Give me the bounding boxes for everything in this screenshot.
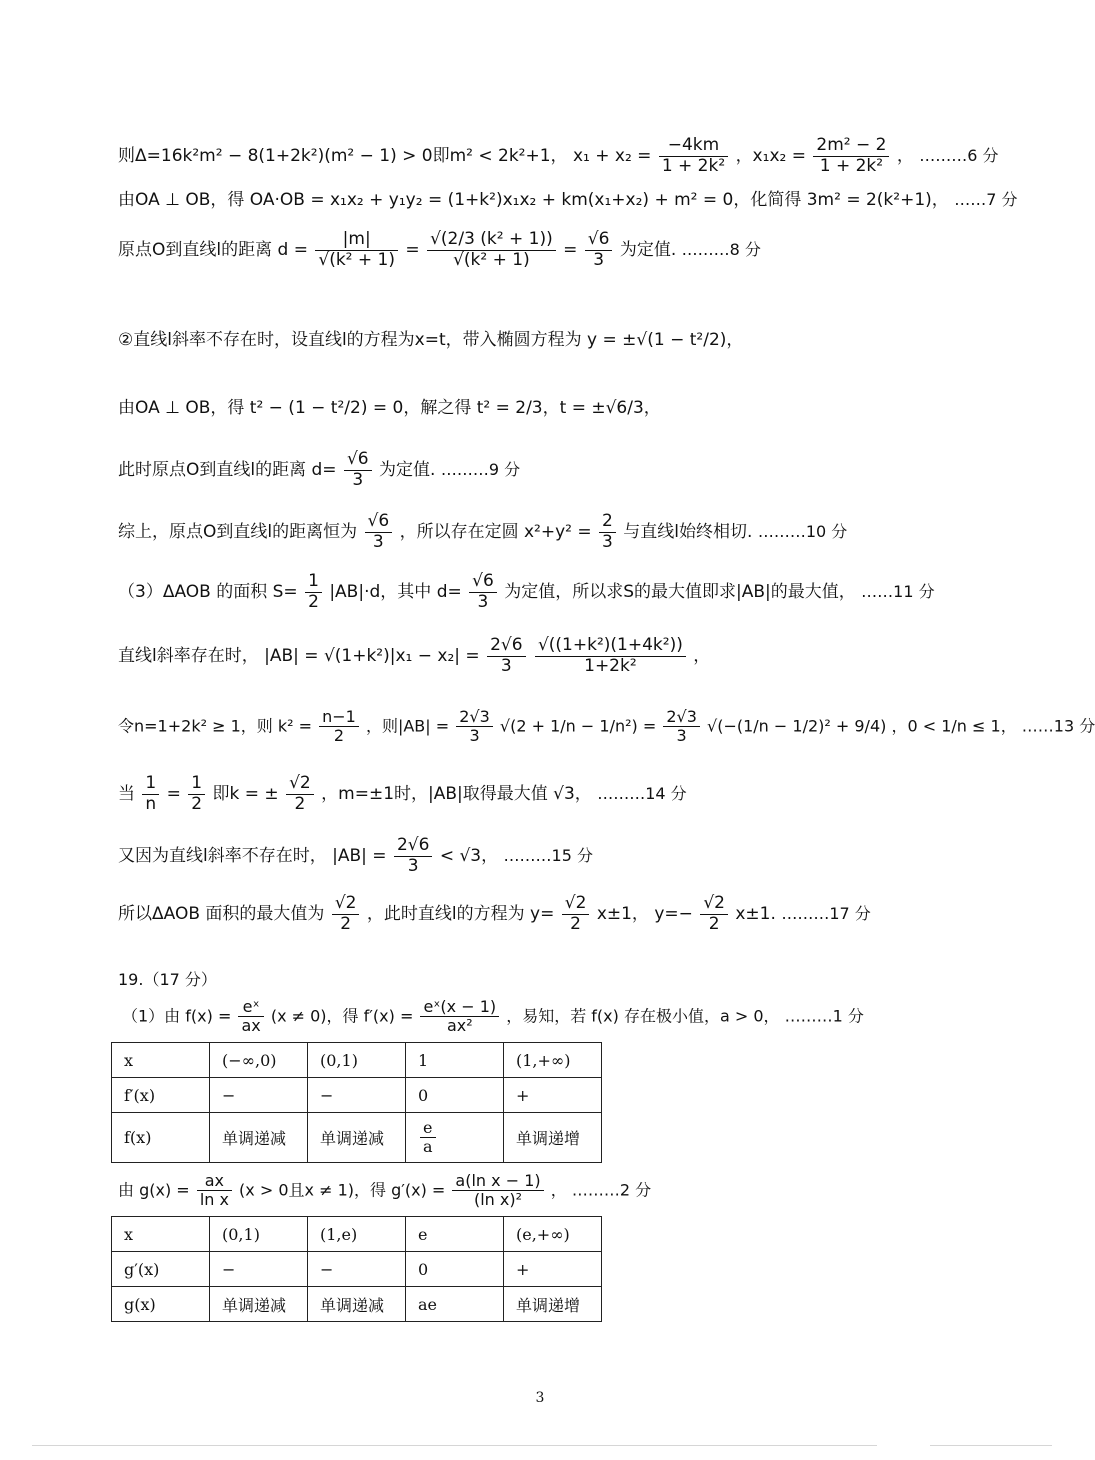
- table-cell: x: [112, 1043, 210, 1078]
- denominator: 3: [500, 655, 512, 676]
- text: ，0 < 1/n ≤ 1，: [891, 716, 1017, 736]
- table-cell: (1,e): [308, 1217, 406, 1252]
- line-vertical-case: [118, 332, 1020, 349]
- page-number: 3: [535, 1390, 545, 1406]
- text: 19.（17 分）: [118, 970, 217, 989]
- table-cell: −: [308, 1078, 406, 1113]
- text: 即k = ±: [212, 784, 279, 805]
- table-cell: 单调递增: [504, 1287, 602, 1322]
- numerator: eˣ(x − 1): [420, 998, 499, 1017]
- text: 则Δ=16k²m² − 8(1+2k²)(m² − 1) > 0即m² < 2k²+1，: [118, 146, 568, 167]
- text: 由: [118, 1180, 135, 1200]
- table-cell: 0: [406, 1078, 504, 1113]
- numerator: eˣ: [238, 998, 263, 1017]
- fraction: [344, 450, 372, 490]
- score-mark: ………1 分: [784, 1006, 864, 1026]
- line-distance-vertical: [118, 450, 1020, 490]
- score-mark: ……13 分: [1021, 716, 1095, 736]
- text: ，此时直线l的方程为: [366, 904, 525, 925]
- fraction: [420, 998, 499, 1036]
- score-mark: ………15 分: [503, 846, 593, 866]
- fraction: [469, 572, 497, 612]
- fraction: [813, 136, 889, 176]
- numerator: √6: [365, 512, 393, 533]
- text: 综上，原点O到直线l的距离恒为: [118, 522, 358, 543]
- numerator: √(2/3 (k² + 1)): [427, 230, 556, 251]
- table-cell: (0,1): [210, 1217, 308, 1252]
- text: 又因为直线l斜率不存在时，: [118, 846, 327, 867]
- text: √(−(1/n − 1/2)² + 9/4): [707, 716, 887, 736]
- numerator: 1: [188, 774, 205, 795]
- numerator: 2√3: [456, 708, 493, 727]
- fraction: [365, 512, 393, 552]
- score-mark: ………9 分: [440, 460, 521, 480]
- denominator: 3: [477, 591, 489, 612]
- footer-divider: [32, 1445, 877, 1446]
- table-cell: +: [504, 1252, 602, 1287]
- fraction: [420, 1119, 436, 1157]
- fraction: [456, 708, 493, 746]
- denominator: √(k² + 1): [453, 249, 530, 270]
- table-cell: 0: [406, 1252, 504, 1287]
- numerator: √6: [344, 450, 372, 471]
- text: 由OA ⊥ OB，得 t² − (1 − t²/2) = 0，解之得 t² = 2/3，t = ±√6/3，: [118, 398, 661, 418]
- text: d=: [436, 582, 462, 603]
- table-row: [112, 1043, 602, 1078]
- table-cell: g(x): [112, 1287, 210, 1322]
- table-row: [112, 1113, 602, 1163]
- score-mark: ……11 分: [861, 582, 935, 602]
- numerator: 2√3: [663, 708, 700, 727]
- table-cell: 1: [406, 1043, 504, 1078]
- table-cell: −: [210, 1078, 308, 1113]
- text: ，m=±1时，|AB|取得最大值 √3，: [321, 784, 592, 805]
- text: ，则|AB| =: [365, 716, 450, 736]
- table-cell: (e,+∞): [504, 1217, 602, 1252]
- text: |AB| = √(1+k²)|x₁ − x₂| =: [264, 646, 480, 667]
- line-perpendicular: [118, 192, 1020, 209]
- numerator: |m|: [315, 230, 398, 251]
- table-cell: x: [112, 1217, 210, 1252]
- numerator: √2: [286, 774, 314, 795]
- fraction: [394, 836, 432, 876]
- fraction: [535, 636, 686, 676]
- score-mark: ………6 分: [919, 146, 999, 166]
- text: ，: [550, 1180, 567, 1200]
- text: 直线l斜率存在时，: [118, 646, 259, 667]
- footer-divider: [930, 1445, 1052, 1446]
- numerator: √2: [562, 894, 590, 915]
- fraction: [142, 774, 159, 814]
- text: x±1，: [596, 904, 649, 925]
- table-cell: (0,1): [308, 1043, 406, 1078]
- denominator: 1+2k²: [584, 655, 637, 676]
- text: 所以ΔAOB 面积的最大值为: [118, 904, 325, 925]
- denominator: 2: [570, 913, 581, 934]
- numerator: 1: [142, 774, 159, 795]
- question-19-header: [118, 972, 1020, 988]
- denominator: 3: [602, 531, 613, 552]
- text: < √3，: [439, 846, 499, 867]
- text: f(x) =: [185, 1006, 232, 1026]
- fraction: [286, 774, 314, 814]
- score-mark: ………14 分: [597, 784, 687, 804]
- table-cell: (1,+∞): [504, 1043, 602, 1078]
- fraction: [663, 708, 700, 746]
- denominator: ax: [241, 1016, 261, 1036]
- denominator: ln x: [199, 1190, 229, 1210]
- line-vertical-ab: [118, 836, 1020, 876]
- denominator: 3: [593, 249, 605, 270]
- line-summary: [118, 512, 1020, 552]
- denominator: (ln x)²: [473, 1190, 523, 1210]
- score-mark: ………10 分: [757, 522, 848, 542]
- denominator: 1 + 2k²: [819, 155, 884, 176]
- text: g(x) =: [139, 1180, 190, 1200]
- line-substitution: [118, 707, 1095, 746]
- table-cell: +: [504, 1078, 602, 1113]
- line-ab-length: [118, 636, 1020, 676]
- text: d=: [311, 460, 337, 481]
- text: y=: [530, 904, 555, 925]
- fraction: [319, 708, 359, 746]
- denominator: 3: [372, 531, 384, 552]
- fraction: [427, 230, 556, 270]
- denominator: 2: [191, 793, 203, 814]
- denominator: n: [145, 793, 157, 814]
- fraction: [315, 230, 398, 270]
- table-cell: 单调递增: [504, 1113, 602, 1163]
- line-distance: [118, 230, 1020, 270]
- numerator: −4km: [659, 136, 728, 157]
- numerator: n−1: [319, 708, 359, 727]
- text: d =: [277, 240, 308, 261]
- table-cell: 单调递减: [308, 1287, 406, 1322]
- numerator: 2: [599, 512, 616, 533]
- fraction: [585, 230, 613, 270]
- text: 与直线l始终相切.: [623, 522, 753, 543]
- text: |AB| =: [332, 846, 387, 867]
- table-cell: [406, 1113, 504, 1163]
- text: f′(x) =: [363, 1006, 414, 1026]
- text: 为定值，所以求S的最大值即求|AB|的最大值，: [504, 582, 856, 603]
- text: 此时原点O到直线l的距离: [118, 460, 307, 481]
- fraction: [452, 1172, 543, 1210]
- text: S=: [272, 582, 298, 603]
- score-mark: ………2 分: [571, 1180, 652, 1200]
- text: k² =: [277, 716, 313, 736]
- numerator: 1: [305, 572, 322, 593]
- text: y=−: [654, 904, 693, 925]
- table-cell: e: [406, 1217, 504, 1252]
- denominator: ax²: [446, 1016, 473, 1036]
- line-g-derivative: [118, 1172, 1020, 1210]
- line-discriminant: [118, 136, 1020, 176]
- text: x±1.: [735, 904, 776, 925]
- numerator: √((1+k²)(1+4k²)): [535, 636, 686, 657]
- text: 为定值.: [379, 460, 436, 481]
- text: 由OA ⊥ OB，得 OA·OB = x₁x₂ + y₁y₂ = (1+k²)x₁x₂ + km(x₁+x₂) + m² = 0，化简得 3m² = 2(k²+1)，: [118, 190, 949, 210]
- text: 原点O到直线l的距离: [118, 240, 273, 261]
- text: ，x₁x₂ =: [735, 146, 806, 167]
- fraction: [659, 136, 728, 176]
- denominator: 3: [676, 726, 687, 746]
- fraction: [238, 998, 263, 1036]
- table-row: [112, 1252, 602, 1287]
- text: =: [642, 716, 657, 736]
- text: =: [563, 240, 578, 261]
- numerator: e: [420, 1119, 436, 1138]
- denominator: √(k² + 1): [318, 249, 395, 270]
- text: |AB|·d，其中: [329, 582, 432, 603]
- line-conclusion: [118, 894, 1020, 934]
- numerator: 2m² − 2: [813, 136, 889, 157]
- table-cell: −: [308, 1252, 406, 1287]
- text: 当: [118, 784, 135, 805]
- text: （1）由: [122, 1006, 181, 1026]
- text: (x > 0且x ≠ 1)，得: [239, 1180, 386, 1200]
- table-cell: f′(x): [112, 1078, 210, 1113]
- table-cell: ae: [406, 1287, 504, 1322]
- monotonicity-table-f: [111, 1042, 602, 1163]
- numerator: √2: [332, 894, 360, 915]
- numerator: 2√6: [487, 636, 525, 657]
- line-max-condition: [118, 774, 1020, 814]
- numerator: √6: [469, 572, 497, 593]
- denominator: 2: [333, 726, 345, 746]
- fraction: [332, 894, 360, 934]
- text: （3）ΔAOB 的面积: [118, 582, 268, 603]
- fraction: [562, 894, 590, 934]
- text: =: [166, 784, 181, 805]
- score-mark: ………17 分: [781, 904, 871, 924]
- fraction: [197, 1172, 232, 1210]
- line-area: [118, 572, 1020, 612]
- text: x₁ + x₂ =: [572, 146, 652, 167]
- text: ，所以存在定圆 x²+y² =: [399, 522, 592, 543]
- text: ，易知，若 f(x) 存在极小值，a > 0，: [506, 1006, 780, 1026]
- text: 为定值.: [619, 240, 677, 261]
- text: 令n=1+2k² ≥ 1，则: [118, 716, 273, 736]
- text: ②直线l斜率不存在时，设直线l的方程为x=t，带入椭圆方程为 y = ±√(1 − t²/2)，: [118, 330, 744, 350]
- table-cell: (−∞,0): [210, 1043, 308, 1078]
- table-row: [112, 1078, 602, 1113]
- score-mark: ………8 分: [681, 240, 761, 260]
- table-cell: g′(x): [112, 1252, 210, 1287]
- table-cell: 单调递减: [210, 1287, 308, 1322]
- numerator: √6: [585, 230, 613, 251]
- numerator: ax: [197, 1172, 232, 1191]
- monotonicity-table-g: [111, 1216, 602, 1322]
- line-solve-t: [118, 400, 1020, 417]
- denominator: 2: [340, 913, 352, 934]
- denominator: 3: [352, 469, 364, 490]
- text: g′(x) =: [391, 1180, 446, 1200]
- denominator: 3: [469, 726, 480, 746]
- numerator: 2√6: [394, 836, 432, 857]
- denominator: 2: [308, 591, 319, 612]
- denominator: 2: [294, 793, 306, 814]
- text: ，: [896, 146, 914, 167]
- table-row: [112, 1287, 602, 1322]
- table-cell: 单调递减: [210, 1113, 308, 1163]
- table-cell: −: [210, 1252, 308, 1287]
- denominator: 3: [407, 855, 419, 876]
- fraction: [305, 572, 322, 612]
- fraction: [188, 774, 205, 814]
- line-f-derivative: [122, 998, 1020, 1036]
- fraction: [599, 512, 616, 552]
- table-row: [112, 1217, 602, 1252]
- text: ，: [693, 646, 711, 667]
- fraction: [487, 636, 525, 676]
- denominator: a: [423, 1137, 433, 1156]
- table-cell: 单调递减: [308, 1113, 406, 1163]
- fraction: [700, 894, 728, 934]
- score-mark: ……7 分: [954, 190, 1018, 209]
- denominator: 2: [708, 913, 720, 934]
- table-cell: f(x): [112, 1113, 210, 1163]
- denominator: 1 + 2k²: [661, 155, 726, 176]
- numerator: √2: [700, 894, 728, 915]
- numerator: a(ln x − 1): [452, 1172, 543, 1191]
- text: (x ≠ 0)，得: [270, 1006, 359, 1026]
- text: =: [405, 240, 420, 261]
- text: √(2 + 1/n − 1/n²): [499, 716, 638, 736]
